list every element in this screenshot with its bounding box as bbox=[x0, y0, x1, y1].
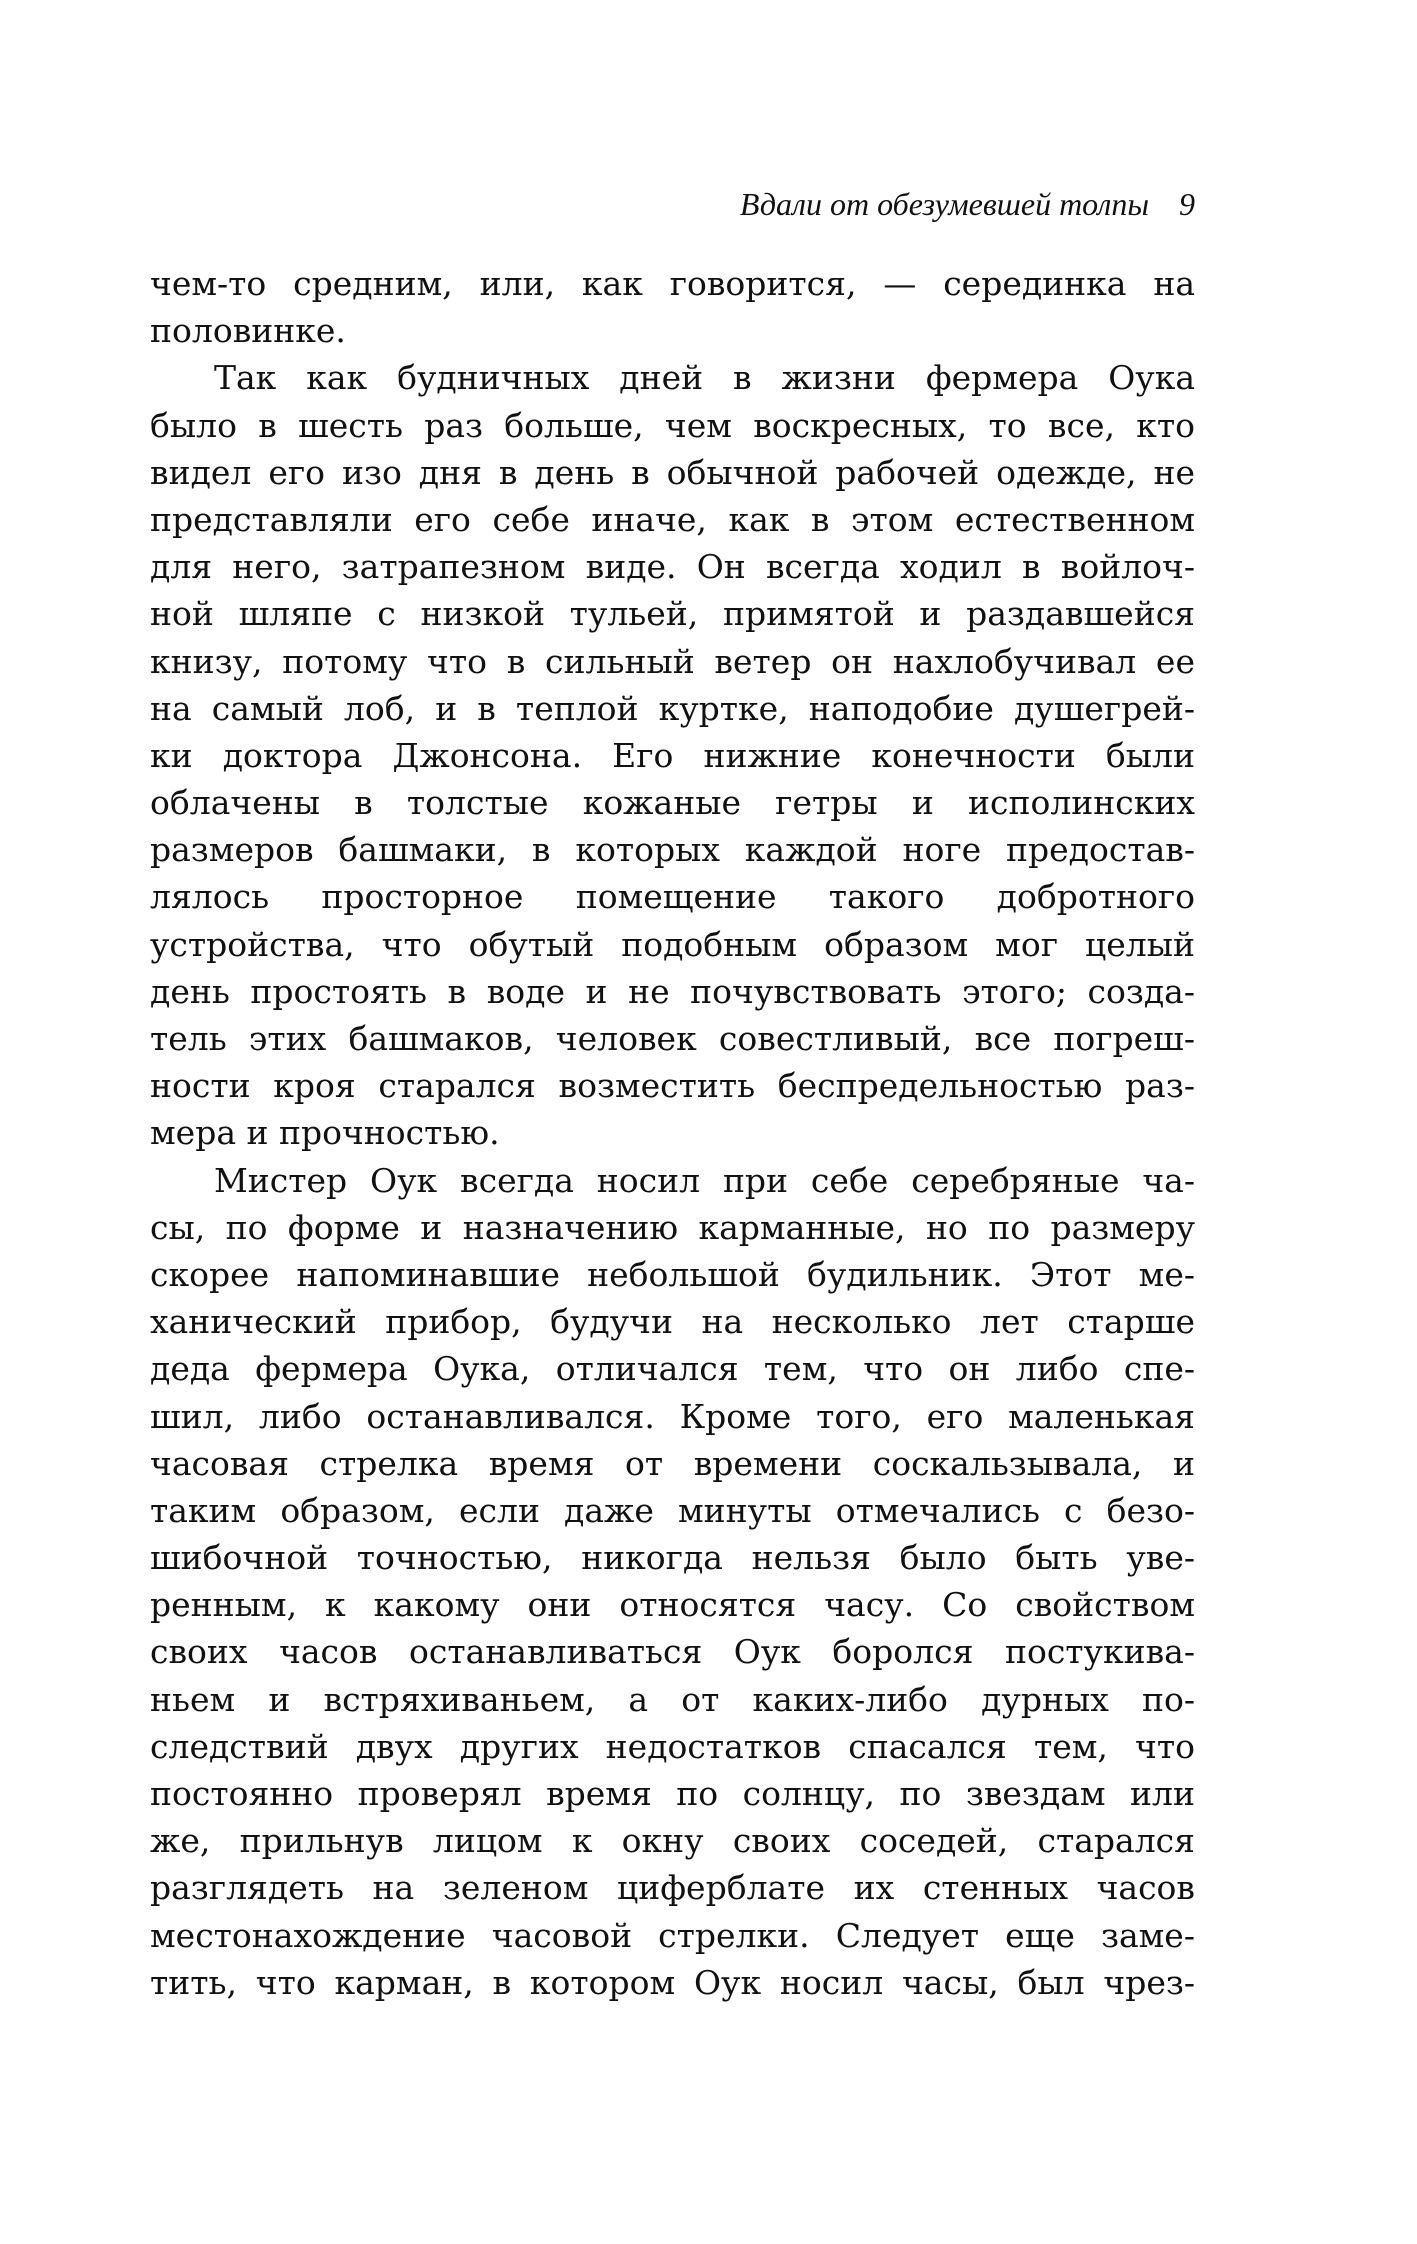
text-line: чем-то средним, или, как говорится, — серединка на bbox=[150, 264, 1195, 303]
text-line: видел его изо дня в день в обычной рабочей одежде, не bbox=[150, 452, 1195, 492]
text-line: своих часов останавливаться Оук боролся постукива- bbox=[150, 1632, 1195, 1672]
text-line: книзу, потому что в сильный ветер он нахлобучивал ее bbox=[150, 641, 1195, 681]
text-line: ньем и встряхиваньем, а от каких-либо дурных по- bbox=[150, 1679, 1195, 1719]
text-line: день простоять в воде и не почувствовать этого; созда- bbox=[150, 971, 1195, 1011]
text-line: шибочной точностью, никогда нельзя было быть уве- bbox=[150, 1538, 1195, 1578]
text-line: таким образом, если даже минуты отмечались с безо- bbox=[150, 1490, 1195, 1530]
text-line: Мистер Оук всегда носил при себе серебряные ча- bbox=[214, 1160, 1195, 1200]
text-line: разглядеть на зеленом циферблате их стенных часов bbox=[150, 1868, 1195, 1908]
text-line: было в шесть раз больше, чем воскресных, то все, кто bbox=[150, 405, 1195, 445]
text-line: ки доктора Джонсона. Его нижние конечности были bbox=[150, 735, 1195, 775]
text-line: тить, что карман, в котором Оук носил часы, был чрез- bbox=[150, 1962, 1195, 2002]
text-line: тель этих башмаков, человек совестливый, все погреш- bbox=[150, 1019, 1195, 1058]
page-number: 9 bbox=[1179, 186, 1195, 222]
text-line: местонахождение часовой стрелки. Следует еще заме- bbox=[150, 1915, 1195, 1955]
text-line: представляли его себе иначе, как в этом естественном bbox=[150, 499, 1195, 539]
text-line: облачены в толстые кожаные гетры и исполинских bbox=[150, 783, 1195, 823]
text-line: размеров башмаки, в которых каждой ноге предостав- bbox=[150, 830, 1195, 870]
text-line: ренным, к какому они относятся часу. Со свойством bbox=[150, 1585, 1195, 1625]
text-line: для него, затрапезном виде. Он всегда ходил в войлоч- bbox=[150, 547, 1195, 587]
text-line: на самый лоб, и в теплой куртке, наподобие душегрей- bbox=[150, 688, 1195, 728]
text-line: лялось просторное помещение такого добротного bbox=[150, 877, 1195, 917]
text-line: ности кроя старался возместить беспредельностью раз- bbox=[150, 1066, 1195, 1106]
text-line: же, прильнув лицом к окну своих соседей, старался bbox=[150, 1821, 1195, 1861]
running-head-title: Вдали от обезумевшей толпы bbox=[739, 186, 1149, 222]
text-line: Так как будничных дней в жизни фермера Оука bbox=[214, 358, 1195, 398]
body-text bbox=[150, 260, 1195, 2006]
text-line: шил, либо останавливался. Кроме того, его маленькая bbox=[150, 1396, 1195, 1436]
text-line: следствий двух других недостатков спасался тем, что bbox=[150, 1726, 1195, 1766]
text-line: сы, по форме и назначению карманные, но по размеру bbox=[150, 1207, 1195, 1247]
text-line: постоянно проверял время по солнцу, по звездам или bbox=[150, 1774, 1195, 1813]
text-line: часовая стрелка время от времени соскальзывала, и bbox=[150, 1443, 1195, 1483]
text-line: деда фермера Оука, отличался тем, что он либо спе- bbox=[150, 1349, 1195, 1389]
text-line: устройства, что обутый подобным образом мог целый bbox=[150, 924, 1195, 964]
text-line: ханический прибор, будучи на несколько лет старше bbox=[150, 1302, 1195, 1342]
text-line: ной шляпе с низкой тульей, примятой и раздавшейся bbox=[150, 594, 1195, 634]
text-line: мера и прочностью. bbox=[150, 1113, 500, 1153]
text-line: половинке. bbox=[150, 311, 346, 351]
text-line: скорее напоминавшие небольшой будильник. Этот ме- bbox=[150, 1254, 1195, 1294]
running-head bbox=[150, 178, 1195, 230]
